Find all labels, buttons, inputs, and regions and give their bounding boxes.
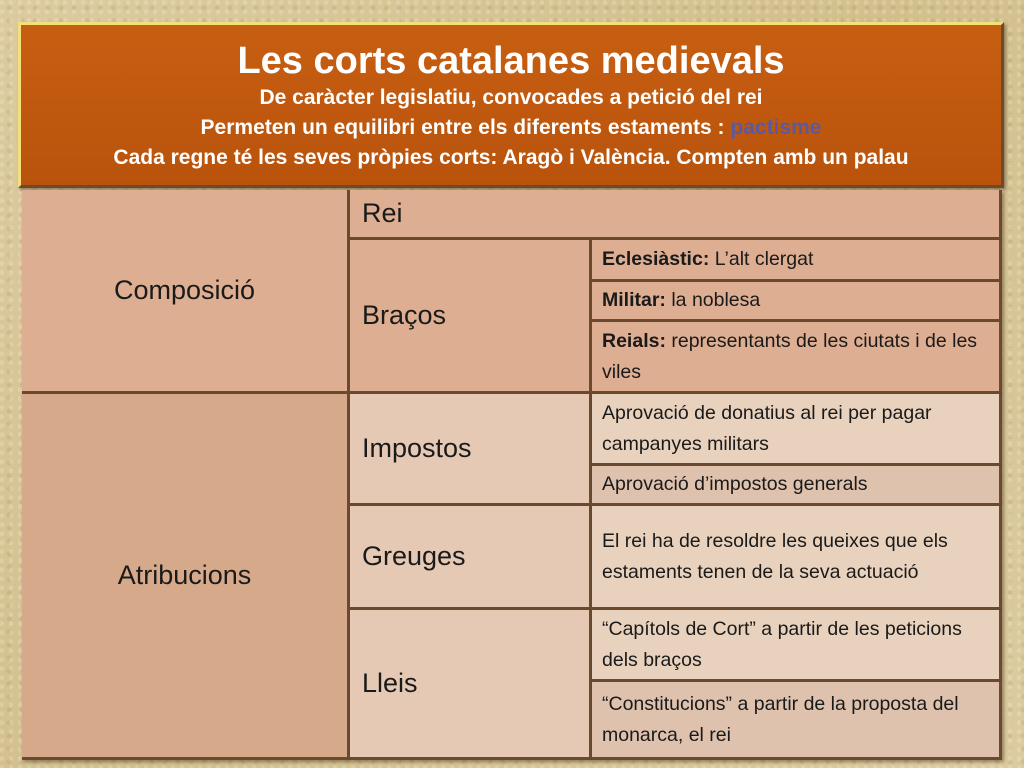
eclesiastic-cell <box>592 240 1002 282</box>
composicio-label: Composició <box>113 275 256 305</box>
reials-text <box>602 326 989 388</box>
greuges-label: Greuges <box>362 541 466 571</box>
bracos-cell <box>350 240 592 394</box>
subtitle-line-2-text: Permeten un equilibri entre els diferents estaments : <box>200 116 725 139</box>
rei-label: Rei <box>362 198 403 228</box>
impostos-item-1-text: Aprovació de donatius al rei per pagar campanyes militars <box>602 401 932 455</box>
militar-label: Militar: <box>602 289 666 311</box>
atribucions-cell <box>22 394 350 760</box>
composicio-cell <box>22 190 350 394</box>
reials-cell <box>592 322 1002 394</box>
title-banner <box>18 22 1004 188</box>
atribucions-label: Atribucions <box>117 560 252 590</box>
impostos-item-2 <box>592 466 1002 506</box>
lleis-label: Lleis <box>362 668 418 698</box>
impostos-cell <box>350 394 592 506</box>
subtitle-line-3: Cada regne té les seves pròpies corts: Aragò i València. Compten amb un palau <box>113 146 909 169</box>
impostos-label: Impostos <box>362 433 472 463</box>
impostos-item-1 <box>592 394 1002 466</box>
pactisme-highlight: pactisme <box>730 116 822 139</box>
subtitle-line-1: De caràcter legislatiu, convocades a petició del rei <box>259 86 763 109</box>
rei-cell <box>350 190 1002 240</box>
reials-value: representants de les ciutats i de les viles <box>602 329 978 383</box>
eclesiastic-text <box>602 244 813 275</box>
impostos-item-2-text: Aprovació d’impostos generals <box>602 473 868 495</box>
lleis-item-1 <box>592 610 1002 682</box>
militar-text <box>602 285 760 316</box>
militar-value: la noblesa <box>671 289 761 311</box>
greuges-item-1-text: El rei ha de resoldre les queixes que els estaments tenen de la seva actuació <box>602 529 948 583</box>
eclesiastic-value: L’alt clergat <box>714 248 814 270</box>
lleis-item-2 <box>592 682 1002 760</box>
eclesiastic-label: Eclesiàstic: <box>602 248 710 270</box>
subtitle-line-2 <box>21 113 1001 143</box>
lleis-item-2-text: “Constitucions” a partir de la proposta del monarca, el rei <box>602 692 959 746</box>
greuges-item-1 <box>592 506 1002 610</box>
lleis-cell <box>350 610 592 760</box>
bracos-label: Braços <box>362 300 447 330</box>
lleis-item-1-text: “Capítols de Cort” a partir de les peticions dels braços <box>602 617 962 671</box>
page-title: Les corts catalanes medievals <box>237 40 785 82</box>
militar-cell <box>592 282 1002 322</box>
greuges-cell <box>350 506 592 610</box>
reials-label: Reials: <box>602 329 666 352</box>
